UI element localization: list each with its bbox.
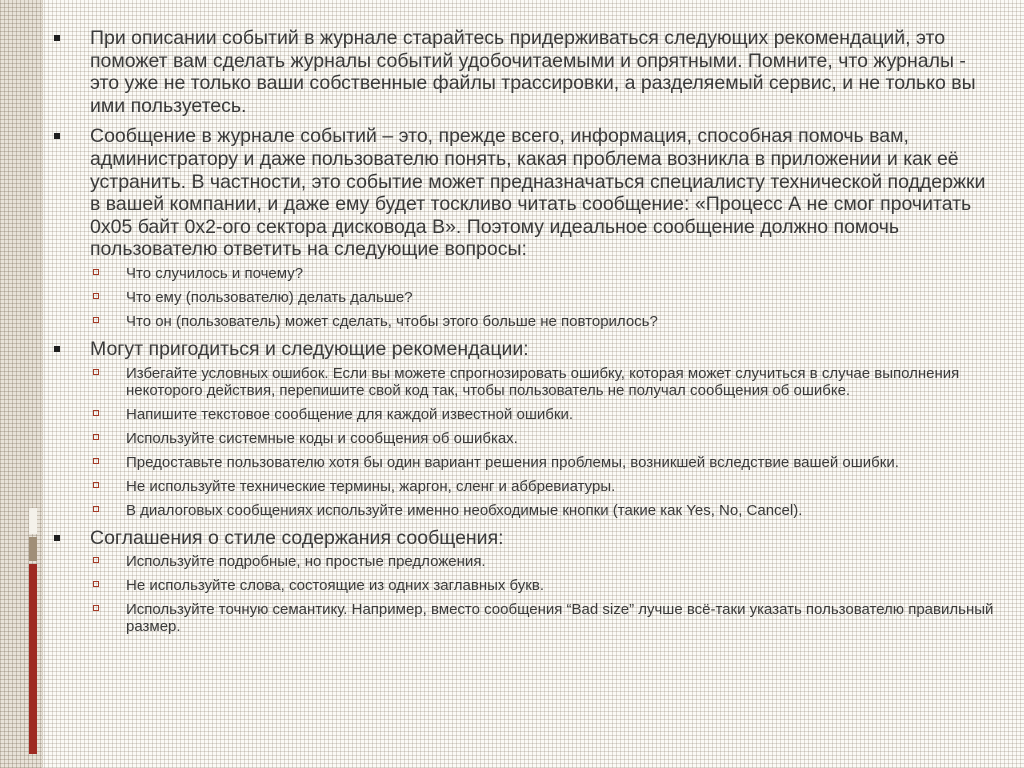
hollow-square-bullet-icon — [93, 293, 99, 299]
sub-bullet-text: Предоставьте пользователю хотя бы один вариант решения проблемы, возникшей вследствие вашей ошибки. — [126, 453, 899, 471]
sub-bullet-item — [50, 430, 998, 447]
sub-bullet-text: Используйте подробные, но простые предложения. — [126, 553, 486, 571]
sub-bullet-item — [50, 313, 998, 330]
sub-bullet-item — [50, 365, 998, 399]
bullet-text: Сообщение в журнале событий – это, прежде всего, информация, способная помочь вам, администратору и даже пользователю понять, какая проблема возникла в приложении и как её устранить. В частности, это событие может предназначаться специалисту технической поддержки в вашей компании, и даже ему будет тоскливо читать сообщение: «Процесс А не смог прочитать 0x05 байт 0x2-ого сектора дисковода В». Поэтому идеальное сообщение должно помочь пользователю ответить на следующие вопросы: — [90, 125, 986, 261]
slide-content — [50, 27, 998, 643]
sub-bullet-item — [50, 478, 998, 495]
sidebar-accent-red — [29, 564, 37, 754]
hollow-square-bullet-icon — [93, 581, 99, 587]
hollow-square-bullet-icon — [93, 506, 99, 512]
hollow-square-bullet-icon — [93, 557, 99, 563]
sub-bullet-list — [90, 265, 998, 330]
sub-bullet-text: Используйте точную семантику. Например, вместо сообщения “Bad size” лучше всё-таки указать пользователю правильный размер. — [126, 601, 994, 636]
sub-bullet-text: Не используйте технические термины, жаргон, сленг и аббревиатуры. — [126, 477, 616, 495]
hollow-square-bullet-icon — [93, 269, 99, 275]
sub-bullet-item — [50, 502, 998, 519]
sub-bullet-item — [50, 265, 998, 282]
sub-bullet-item — [50, 553, 998, 570]
bullet-text: Могут пригодиться и следующие рекомендации: — [90, 337, 529, 360]
left-decorative-sidebar — [0, 0, 43, 768]
sub-bullet-item — [50, 454, 998, 471]
sub-bullet-item — [50, 601, 998, 635]
sub-bullet-text: Используйте системные коды и сообщения об ошибках. — [126, 429, 518, 447]
sub-bullet-list — [90, 553, 998, 635]
bullet-item — [50, 27, 998, 117]
bullet-text: Соглашения о стиле содержания сообщения: — [90, 526, 504, 549]
sub-bullet-list — [90, 365, 998, 519]
bullet-text: При описании событий в журнале старайтесь придерживаться следующих рекомендаций, это поможет вам сделать журналы событий удобочитаемыми и опрятными. Помните, что журналы - это уже не только ваши собственные файлы трассировки, а разделяемый сервис, и не только вы ими пользуетесь. — [90, 27, 976, 117]
sub-bullet-text: Избегайте условных ошибок. Если вы можете спрогнозировать ошибку, которая может случиться в случае выполнения некоторого действия, перепишите свой код так, чтобы пользователь не получал сообщения об ошибке. — [126, 364, 960, 399]
sidebar-accent-tan — [29, 537, 37, 561]
sub-bullet-text: Что он (пользователь) может сделать, чтобы этого больше не повторилось? — [126, 312, 658, 330]
sub-bullet-item — [50, 577, 998, 594]
hollow-square-bullet-icon — [93, 482, 99, 488]
square-bullet-icon — [54, 133, 60, 139]
sub-bullet-text: Не используйте слова, состоящие из одних заглавных букв. — [126, 577, 545, 595]
hollow-square-bullet-icon — [93, 434, 99, 440]
hollow-square-bullet-icon — [93, 458, 99, 464]
sub-bullet-item — [50, 289, 998, 306]
bullet-item — [50, 527, 998, 636]
sub-bullet-text: Что случилось и почему? — [126, 264, 304, 282]
sub-bullet-item — [50, 406, 998, 423]
sub-bullet-text: В диалоговых сообщениях используйте именно необходимые кнопки (такие как Yes, No, Cancel). — [126, 501, 803, 519]
square-bullet-icon — [54, 535, 60, 541]
hollow-square-bullet-icon — [93, 410, 99, 416]
square-bullet-icon — [54, 35, 60, 41]
sub-bullet-text: Что ему (пользователю) делать дальше? — [126, 288, 413, 306]
sub-bullet-text: Напишите текстовое сообщение для каждой известной ошибки. — [126, 405, 574, 423]
hollow-square-bullet-icon — [93, 369, 99, 375]
hollow-square-bullet-icon — [93, 605, 99, 611]
square-bullet-icon — [54, 346, 60, 352]
bullet-item — [50, 125, 998, 330]
bullet-item — [50, 338, 998, 519]
hollow-square-bullet-icon — [93, 317, 99, 323]
sidebar-accent-light — [29, 508, 37, 534]
